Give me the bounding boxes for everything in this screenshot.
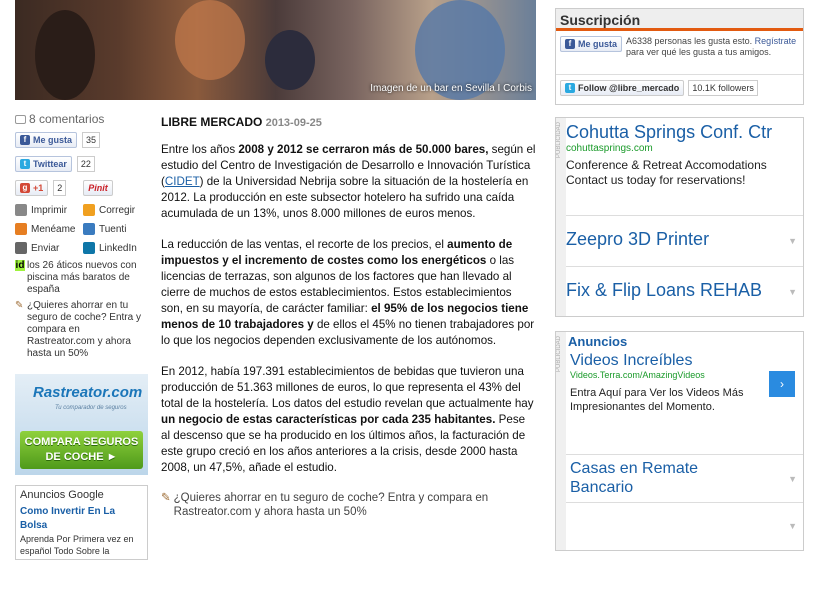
ad-title: Zeepro 3D Printer: [566, 229, 710, 249]
related-link[interactable]: ✎ ¿Quieres ahorrar en tu seguro de coche? Entra y compara en Rastreator.com y ahora hasta un 50%: [161, 492, 489, 518]
ad-title: Casas en Remate Bancario: [570, 460, 699, 496]
linkedin-icon: [83, 242, 95, 254]
facebook-icon: f: [20, 135, 30, 145]
google-plus-button[interactable]: g +1: [15, 180, 48, 196]
paragraph-1: Entre los años 2008 y 2012 se cerraron más de 50.000 bares, según el estudio del Centro de Investigación de Desarrollo e Innovación Turística (CIDET) de la Universidad Nebrija sobre la situación de la hostelería en 2012. La producción en este subsector hotelero ha sufrido una caída acumulada de un 13%, unos 8.000 millones de euros menos.: [161, 143, 536, 220]
chevron-down-icon: ▼: [788, 286, 797, 297]
share-sidebar: [15, 112, 148, 560]
rastreator-banner[interactable]: [15, 374, 148, 475]
google-plus-count: 2: [53, 180, 66, 196]
facebook-count: 35: [82, 132, 100, 148]
fb-count-text: A6338 personas les gusta esto.: [626, 36, 753, 46]
linkedin-link[interactable]: LinkedIn: [83, 242, 148, 254]
gplus-pinterest-share: [15, 180, 148, 196]
promo-link-rastreator[interactable]: ✎ ¿Quieres ahorrar en tu seguro de coche? Entra y compara en Rastreator.com y ahora hasta un 50%: [15, 300, 141, 359]
ad-box-1: [555, 117, 804, 317]
tuenti-link[interactable]: Tuenti: [83, 223, 148, 235]
chevron-down-icon: ▼: [788, 236, 797, 246]
ad-desc: Entra Aquí para Ver los Videos Más Impresionantes del Momento.: [570, 387, 744, 413]
ad-item-videos[interactable]: [566, 352, 803, 455]
comments-link[interactable]: [15, 112, 148, 126]
banner-tagline: Tu comparador de seguros: [55, 405, 127, 411]
ad-item-cohutta[interactable]: [566, 118, 803, 216]
ad-url: cohuttasprings.com: [566, 143, 653, 154]
google-ads-header: Anuncios Google: [20, 489, 104, 501]
idealista-icon: id: [15, 260, 25, 271]
ad-title: Videos Increíbles: [570, 352, 693, 369]
ad-item-casas[interactable]: [566, 455, 803, 503]
google-ad-title[interactable]: Como Invertir En La Bolsa: [20, 506, 116, 531]
twitter-follow: [556, 75, 803, 101]
facebook-like-page-button[interactable]: f Me gusta: [560, 36, 622, 52]
article-body: [161, 114, 536, 519]
ad-item-fixflip[interactable]: [566, 267, 803, 316]
paragraph-3: En 2012, había 197.391 establecimientos de bebidas que tuvieron una producción de 51.363 millones de euros, lo que representa el 43% del total de la hostelería. Los datos del estudio revelan que actualmente hay un negocio de estas características por cada 235 habitantes. Pese al descenso que se ha producido en los últimos años, la facturación de este grupo creció en los años anteriores a la crisis, desde 2000 hasta 2008, un 47,5%, añade el estudio.: [161, 365, 534, 474]
image-caption: Imagen de un bar en Sevilla I Corbis: [370, 83, 532, 94]
ads-header: Anuncios: [568, 334, 628, 349]
ad-title: Cohutta Springs Conf. Ctr: [566, 122, 773, 142]
edit-icon: [83, 204, 95, 216]
cidet-link[interactable]: CIDET: [164, 175, 200, 188]
dog-icon: ✎: [15, 300, 24, 311]
comments-count: 8 comentarios: [29, 112, 105, 126]
email-link[interactable]: Enviar: [15, 242, 83, 254]
article-date: 2013-09-25: [265, 117, 322, 129]
twitter-share: [15, 156, 148, 172]
paragraph-2: La reducción de las ventas, el recorte de los precios, el aumento de impuestos y el incremento de costes como los energéticos o las licencias de terrazas, son algunos de los factores que han llevado al cierre de muchos de estos establecimientos. Estos establecimientos son, en su mayoría, de carácter familiar: el 95% de los negocios tiene menos de 10 trabajadores y de ellos el 45% no tienen trabajadores por lo que los negocios dependen exclusivamente de los autónomos.: [161, 238, 535, 347]
ad-box-2: [555, 331, 804, 551]
twitter-icon: t: [565, 83, 575, 93]
chevron-down-icon: ▼: [788, 473, 797, 484]
google-plus-icon: g: [20, 183, 30, 193]
twitter-icon: t: [20, 159, 30, 169]
tweet-button[interactable]: t Twittear: [15, 156, 72, 172]
subscription-box: [555, 8, 804, 105]
email-icon: [15, 242, 27, 254]
ad-label: PUBLICIDAD: [556, 332, 566, 550]
tuenti-icon: [83, 223, 95, 235]
fb-register-link[interactable]: Regístrate: [754, 36, 797, 46]
google-ad-desc: Aprenda Por Primera vez en español Todo Sobre la: [20, 534, 134, 556]
rastreator-logo: Rastreator.com: [33, 384, 143, 401]
facebook-icon: f: [565, 39, 575, 49]
chevron-down-icon: ▼: [788, 521, 797, 531]
banner-cta-button[interactable]: COMPARA SEGUROS DE COCHE ►: [20, 431, 143, 469]
print-icon: [15, 204, 27, 216]
dog-icon: ✎: [161, 492, 171, 504]
pinterest-button[interactable]: Pinit: [83, 180, 113, 196]
print-link[interactable]: Imprimir: [15, 204, 83, 216]
correct-link[interactable]: Corregir: [83, 204, 148, 216]
article-header: [161, 114, 536, 131]
ad-title: Fix & Flip Loans REHAB: [566, 280, 763, 300]
hero-image: [15, 0, 536, 100]
twitter-count: 22: [77, 156, 95, 172]
section-name: LIBRE MERCADO: [161, 115, 263, 129]
facebook-share: [15, 132, 148, 148]
facebook-likebox: f Me gusta A6338 personas les gusta esto. Regístrate para ver qué les gusta a tus amigos.: [556, 31, 803, 75]
subscription-title: Suscripción: [556, 9, 803, 31]
google-ads-box: [15, 485, 148, 560]
ad-item-zeepro[interactable]: [566, 216, 803, 267]
arrow-right-icon[interactable]: ›: [769, 371, 795, 397]
meneame-link[interactable]: Menéame: [15, 223, 83, 235]
comment-icon: [15, 115, 26, 124]
meneame-icon: [15, 223, 27, 235]
ad-label: PUBLICIDAD: [556, 118, 566, 316]
ad-desc: Conference & Retreat Accomodations Contact us today for reservations!: [566, 158, 767, 187]
twitter-follow-button[interactable]: t Follow @libre_mercado: [560, 80, 684, 96]
followers-count: 10.1K followers: [688, 80, 758, 96]
facebook-like-button[interactable]: f Me gusta: [15, 132, 77, 148]
ad-item-empty[interactable]: [566, 503, 803, 549]
ad-url: Videos.Terra.com/AmazingVideos: [570, 370, 705, 380]
promo-link-aticos[interactable]: id los 26 áticos nuevos con piscina más baratos de españa: [15, 260, 137, 295]
article-tools: [15, 204, 148, 254]
